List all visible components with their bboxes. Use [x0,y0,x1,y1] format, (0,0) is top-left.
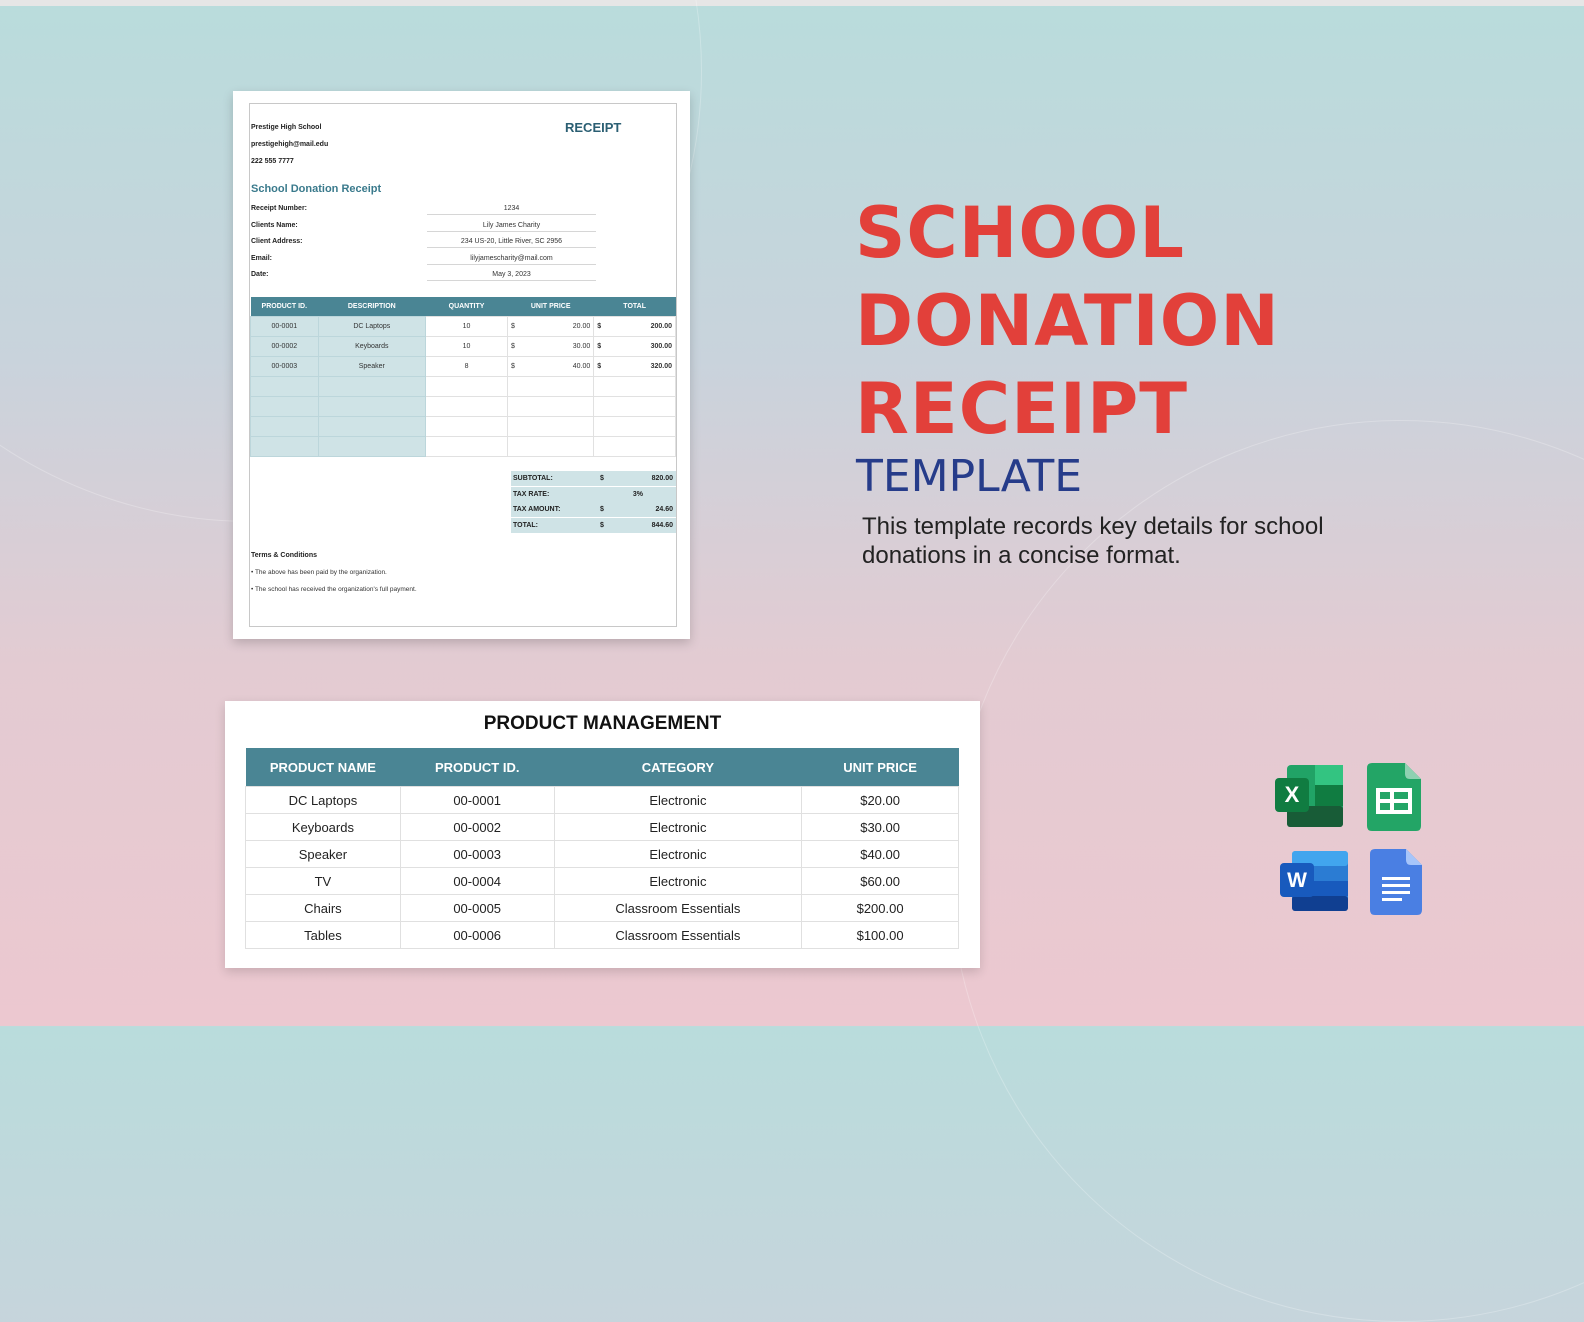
client-address-label: Client Address: [251,238,303,245]
client-name-value: Lily James Charity [427,222,596,232]
table-row [246,868,959,895]
empty-row [251,437,676,457]
header-category: CATEGORY [554,748,802,787]
table-row [246,922,959,949]
headline-description: This template records key details for school donations in a concise format. [862,513,1324,569]
item-quantity: 8 [426,357,508,377]
header-total: TOTAL [594,297,676,317]
table-row [251,357,676,377]
subtotal-label: SUBTOTAL: [513,475,553,482]
tax-amount-label: TAX AMOUNT: [513,506,561,513]
subtotal-row [511,471,676,486]
google-sheets-icon [1367,763,1421,836]
headline-template: TEMPLATE [856,451,1083,502]
item-unit-price: 30.00 [522,337,594,357]
product-unit-price: $60.00 [802,868,959,895]
header-quantity: QUANTITY [426,297,508,317]
table-row [246,814,959,841]
product-unit-price: $100.00 [802,922,959,949]
table-row [246,841,959,868]
currency-symbol: $ [594,337,608,357]
client-address-value: 234 US-20, Little River, SC 2956 [427,238,596,248]
product-name: Keyboards [246,814,401,841]
product-id: 00-0002 [400,814,554,841]
tax-rate-label: TAX RATE: [513,491,550,498]
receipt-items-table [250,297,676,457]
product-unit-price: $20.00 [802,787,959,814]
product-id: 00-0006 [400,922,554,949]
email-label: Email: [251,255,273,262]
receipt-frame [249,103,677,627]
product-category: Electronic [554,787,802,814]
org-email: prestigehigh@mail.edu [251,141,329,148]
product-id: 00-0004 [400,868,554,895]
header-product-name: PRODUCT NAME [246,748,401,787]
date-label: Date: [251,271,269,278]
product-unit-price: $40.00 [802,841,959,868]
receipt-number-value: 1234 [427,205,596,215]
product-management-table [245,748,959,949]
currency-symbol: $ [508,357,522,377]
empty-row [251,417,676,437]
item-unit-price: 40.00 [522,357,594,377]
table-row [251,317,676,337]
terms-heading: Terms & Conditions [251,552,317,559]
word-icon [1280,851,1348,916]
product-unit-price: $200.00 [802,895,959,922]
terms-item: • The above has been paid by the organization. [251,569,387,576]
date-value: May 3, 2023 [427,271,596,281]
terms-item: • The school has received the organization's full payment. [251,586,417,593]
product-id: 00-0001 [400,787,554,814]
item-description: Speaker [318,357,425,377]
item-id: 00-0002 [251,337,319,357]
item-quantity: 10 [426,337,508,357]
product-category: Electronic [554,841,802,868]
org-name: Prestige High School [251,124,322,131]
receipt-subtitle: School Donation Receipt [251,183,382,195]
empty-row [251,397,676,417]
product-name: Tables [246,922,401,949]
table-row [246,787,959,814]
receipt-document [233,91,690,639]
product-name: DC Laptops [246,787,401,814]
product-category: Classroom Essentials [554,895,802,922]
pm-header-row [246,748,959,787]
empty-row [251,377,676,397]
headline-line-1: SCHOOL [855,192,1185,274]
product-id: 00-0003 [400,841,554,868]
product-name: Chairs [246,895,401,922]
product-unit-price: $30.00 [802,814,959,841]
item-total: 300.00 [608,337,675,357]
item-unit-price: 20.00 [522,317,594,337]
client-name-label: Clients Name: [251,222,298,229]
headline-line-3: RECEIPT [855,368,1189,450]
item-description: DC Laptops [318,317,425,337]
google-docs-icon [1370,849,1422,920]
item-total: 200.00 [608,317,675,337]
product-category: Classroom Essentials [554,922,802,949]
product-name: Speaker [246,841,401,868]
table-row [246,895,959,922]
total-value: 844.60 [651,522,673,529]
item-total: 320.00 [608,357,675,377]
currency-symbol: $ [600,475,604,482]
item-description: Keyboards [318,337,425,357]
tax-amount-value: 24.60 [655,506,673,513]
item-id: 00-0001 [251,317,319,337]
header-description: DESCRIPTION [318,297,425,317]
header-unit-price: UNIT PRICE [802,748,959,787]
product-management-card [225,701,980,968]
receipt-title: RECEIPT [565,120,622,135]
currency-symbol: $ [600,522,604,529]
tax-rate-value: 3% [632,491,643,498]
header-product-id: PRODUCT ID. [251,297,319,317]
header-unit-price: UNIT PRICE [508,297,594,317]
email-value: lilyjamescharity@mail.com [427,255,596,265]
excel-icon [1275,765,1345,832]
currency-symbol: $ [594,317,608,337]
currency-symbol: $ [508,337,522,357]
headline-line-2: DONATION [855,280,1280,362]
header-product-id: PRODUCT ID. [400,748,554,787]
currency-symbol: $ [594,357,608,377]
item-quantity: 10 [426,317,508,337]
product-name: TV [246,868,401,895]
tax-rate-row [511,487,676,502]
currency-symbol: $ [600,506,604,513]
product-category: Electronic [554,868,802,895]
receipt-number-label: Receipt Number: [251,205,308,212]
product-category: Electronic [554,814,802,841]
subtotal-value: 820.00 [651,475,673,482]
word-letter: W [1287,869,1307,892]
product-management-title: PRODUCT MANAGEMENT [483,713,722,734]
product-id: 00-0005 [400,895,554,922]
currency-symbol: $ [508,317,522,337]
table-row [251,337,676,357]
total-row [511,518,676,533]
receipt-table-header [251,297,676,317]
tax-amount-row [511,502,676,517]
excel-letter: X [1284,782,1300,807]
total-label: TOTAL: [513,522,539,529]
item-id: 00-0003 [251,357,319,377]
org-phone: 222 555 7777 [251,158,294,165]
